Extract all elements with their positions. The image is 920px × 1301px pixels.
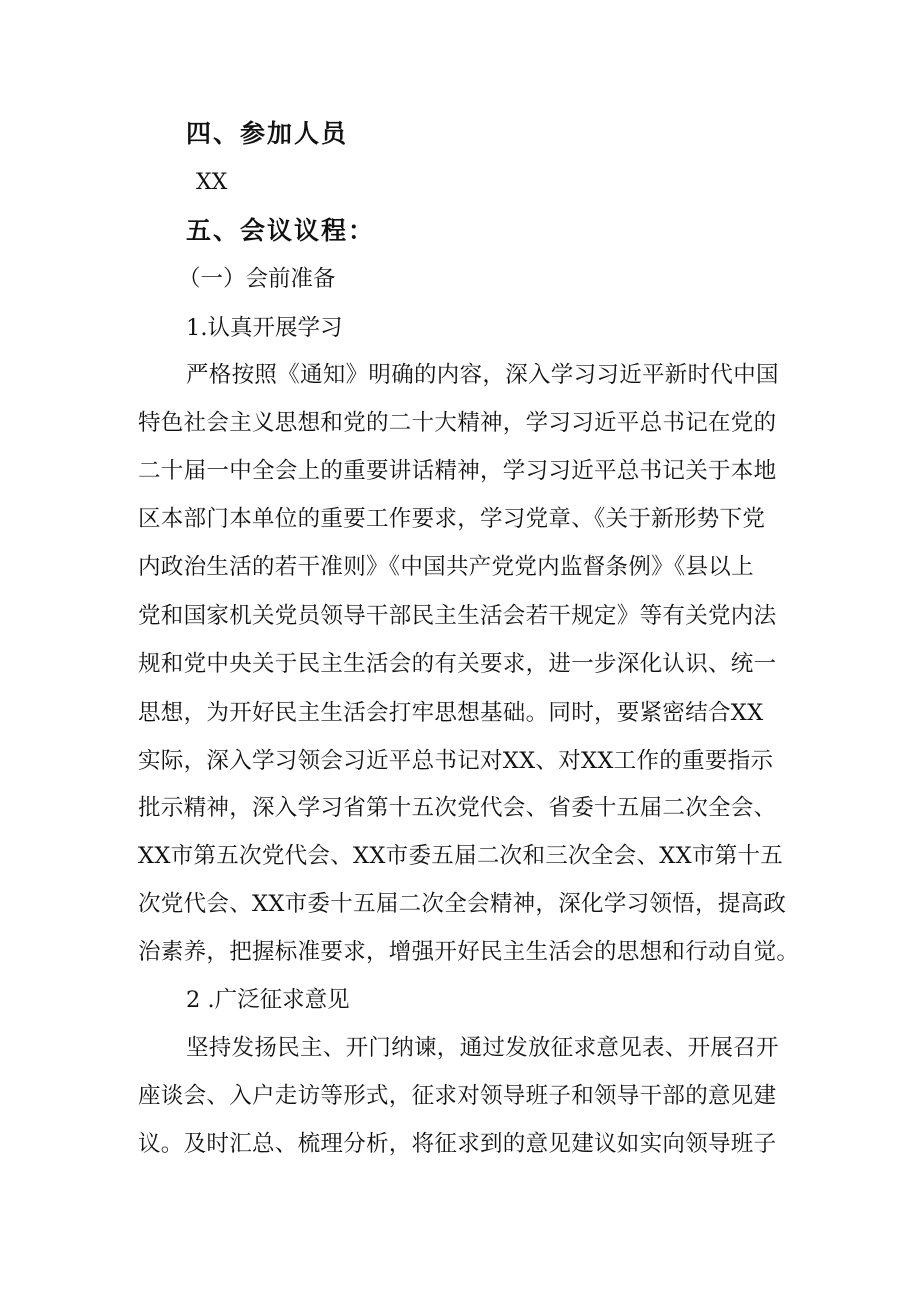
item-1-line-12: 次党代会、XX市委十五届二次全会精神，深化学习领悟，提高政 <box>138 891 787 917</box>
item-2-line-2: 座谈会、入户走访等形式，征求对领导班子和领导干部的意见建 <box>138 1083 777 1109</box>
item-1-line-1: 严格按照《通知》明确的内容，深入学习习近平新时代中国 <box>186 362 779 388</box>
section-5-heading: 五、会议议程： <box>186 216 376 245</box>
item-1-line-3: 二十届一中全会上的重要讲话精神，学习习近平总书记关于本地 <box>138 458 777 484</box>
participants-value: XX <box>196 170 228 195</box>
item-1-line-5: 内政治生活的若干准则》《中国共产党党内监督条例》《县以上 <box>138 554 754 580</box>
item-2-title: 2 .广泛征求意见 <box>186 987 350 1013</box>
item-1-line-2: 特色社会主义思想和党的二十大精神，学习习近平总书记在党的 <box>138 410 777 436</box>
item-1-line-13: 治素养，把握标准要求，增强开好民主生活会的思想和行动自觉。 <box>138 939 800 965</box>
item-1-line-9: 实际，深入学习领会习近平总书记对XX、对XX工作的重要指示 <box>138 748 774 774</box>
item-2-line-1: 坚持发扬民主、开门纳谏，通过发放征求意见表、开展召开 <box>186 1035 779 1061</box>
item-1-line-8: 思想，为开好民主生活会打牢思想基础。同时，要紧密结合XX <box>138 700 764 726</box>
item-1-line-7: 规和党中央关于民主生活会的有关要求，进一步深化认识、统一 <box>138 651 777 677</box>
item-1-line-4: 区本部门本单位的重要工作要求，学习党章、《关于新形势下党 <box>138 506 766 532</box>
item-2-line-3: 议。及时汇总、梳理分析，将征求到的意见建议如实向领导班子 <box>138 1131 777 1157</box>
subsection-pre-meeting: （一）会前准备 <box>178 266 336 292</box>
section-4-heading: 四、参加人员 <box>186 119 349 148</box>
item-1-line-11: XX市第五次党代会、XX市委五届二次和三次全会、XX市第十五 <box>138 843 784 869</box>
item-1-line-10: 批示精神，深入学习省第十五次党代会、省委十五届二次全会、 <box>138 795 777 821</box>
item-1-line-6: 党和国家机关党员领导干部民主生活会若干规定》等有关党内法 <box>138 603 777 629</box>
item-1-title: 1.认真开展学习 <box>186 315 343 341</box>
